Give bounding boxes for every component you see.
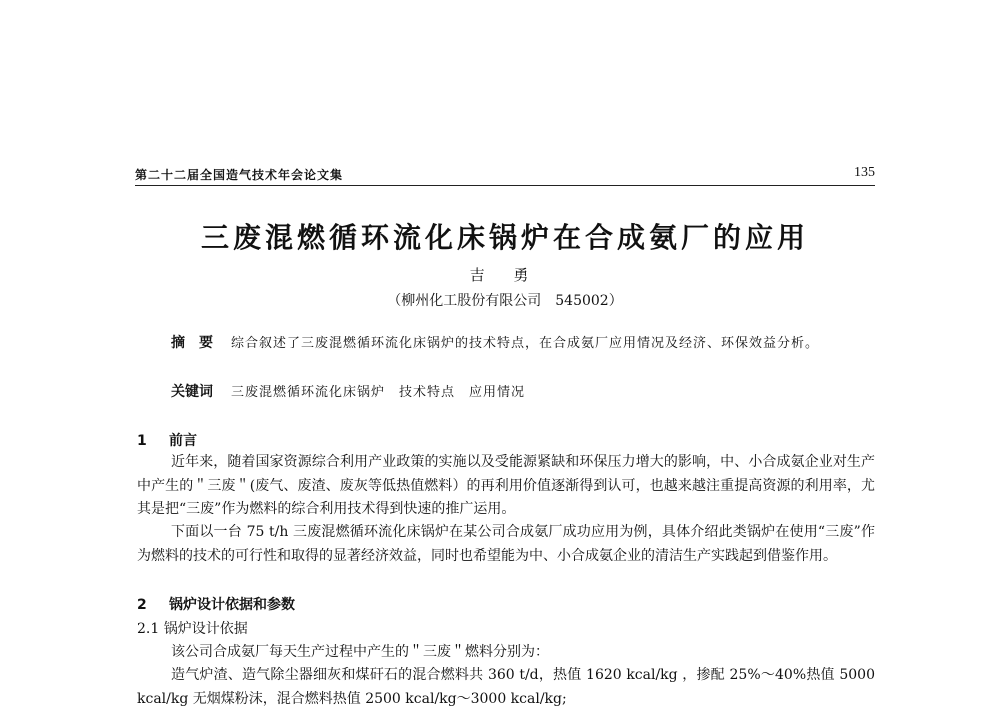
- header-rule: [135, 185, 875, 186]
- proceedings-title: 第二十二届全国造气技术年会论文集: [135, 168, 344, 182]
- subsection-title: 锅炉设计依据: [163, 621, 248, 637]
- section-heading-1: [137, 430, 197, 450]
- paper-title: 三废混燃循环流化床锅炉在合成氨厂的应用: [200, 221, 809, 254]
- abstract-text: 综合叙述了三废混燃循环流化床锅炉的技术特点，在合成氨厂应用情况及经济、环保效益分析。: [231, 336, 820, 351]
- section-heading-2: [137, 594, 295, 614]
- paragraph-intro-1: 近年来，随着国家资源综合利用产业政策的实施以及受能源紧缺和环保压力增大的影响，中、小合成氨企业对生产中产生的＂三废＂(废气、废渣、废灰等低热值燃料）的再利用价值逐渐得到认可，也越来越注重提高资源的利用率，尤其是把“三废”作为燃料的综合利用技术得到快速的推广运用。: [137, 454, 875, 517]
- page-number: 135: [854, 165, 875, 180]
- section-title: 前言: [169, 433, 197, 449]
- paragraph-fuel-intro: 该公司合成氨厂每天生产过程中产生的＂三废＂燃料分别为：: [171, 644, 549, 660]
- keywords: [137, 381, 875, 405]
- section-number: 1: [137, 433, 147, 449]
- subsection-heading-2-1: [137, 618, 248, 638]
- paragraph-fuel-detail: 造气炉渣、造气除尘器细灰和煤矸石的混合燃料共 360 t/d，热值 1620 kcal/kg ，掺配 25%～40%热值 5000 kcal/kg 无烟煤粉沫，混合燃料热值 2500 kcal/kg～3000 kcal/kg;: [137, 667, 875, 707]
- running-header: [135, 166, 875, 186]
- subsection-number: 2.1: [137, 621, 160, 637]
- keywords-label: 关键词: [171, 384, 213, 400]
- paragraph-intro-2: 下面以一台 75 t/h 三废混燃循环流化床锅炉在某公司合成氨厂成功应用为例，具体介绍此类锅炉在使用“三废”作为燃料的技术的可行性和取得的显著经济效益，同时也希望能为中、小合成氨企业的清洁生产实践起到借鉴作用。: [137, 524, 875, 564]
- section-title: 锅炉设计依据和参数: [169, 597, 295, 613]
- keywords-text: 三废混燃循环流化床锅炉 技术特点 应用情况: [231, 385, 526, 400]
- author-affiliation: （柳州化工股份有限公司 545002）: [387, 293, 623, 309]
- abstract: [137, 332, 875, 356]
- author-name: 吉 勇: [469, 266, 541, 284]
- section-number: 2: [137, 597, 147, 613]
- abstract-label: 摘 要: [171, 335, 213, 351]
